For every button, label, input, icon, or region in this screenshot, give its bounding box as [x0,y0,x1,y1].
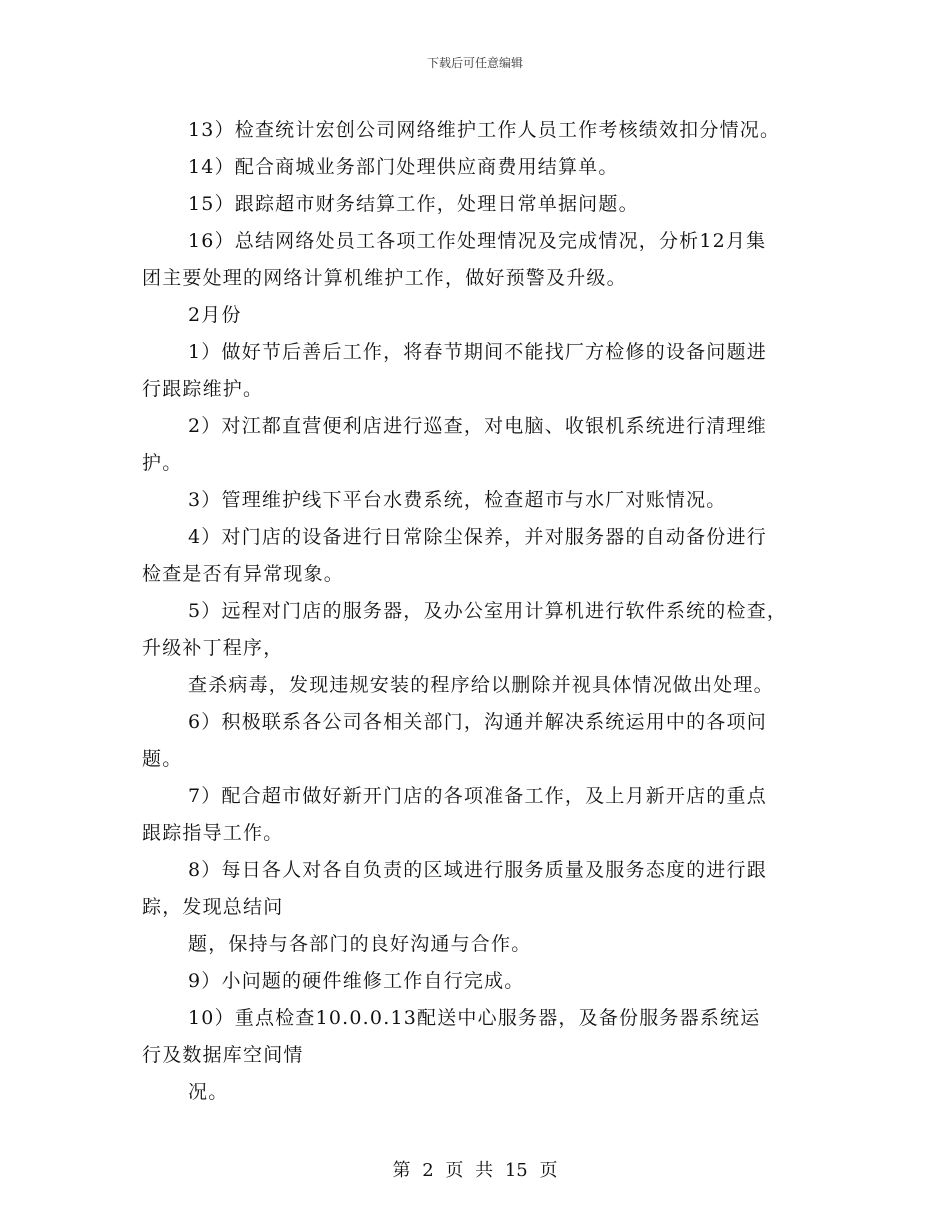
paragraph-line: 15）跟踪超市财务结算工作，处理日常单据问题。 [188,193,639,215]
paragraph-line: 查杀病毒，发现违规安装的程序给以删除并视具体情况做出处理。 [188,674,774,696]
paragraph-line: 行跟踪维护。 [142,378,264,400]
header-note: 下载后可任意编辑 [426,56,523,70]
paragraph-line: 5）远程对门店的服务器，及办公室用计算机进行软件系统的检查， [188,600,788,622]
paragraph-line: 升级补丁程序， [142,637,284,659]
page-number-footer: 第 2 页 共 15 页 [392,1160,558,1181]
paragraph-line: 1）做好节后善后工作，将春节期间不能找厂方检修的设备问题进 [188,341,767,363]
paragraph-line: 10）重点检查10.0.0.13配送中心服务器，及备份服务器系统运 [188,1007,761,1029]
paragraph-line: 踪，发现总结问 [142,896,284,918]
paragraph-line: 13）检查统计宏创公司网络维护工作人员工作考核绩效扣分情况。 [188,119,781,141]
paragraph-line: 题，保持与各部门的良好沟通与合作。 [188,933,532,955]
section-heading: 2月份 [188,304,242,326]
paragraph-line: 4）对门店的设备进行日常除尘保养，并对服务器的自动备份进行 [188,526,767,548]
paragraph-line: 护。 [142,452,183,474]
paragraph-line: 跟踪指导工作。 [142,822,284,844]
paragraph-line: 题。 [142,748,183,770]
paragraph-line: 6）积极联系各公司各相关部门，沟通并解决系统运用中的各项问 [188,711,767,733]
paragraph-line: 团主要处理的网络计算机维护工作，做好预警及升级。 [142,267,627,289]
paragraph-line: 3）管理维护线下平台水费系统，检查超市与水厂对账情况。 [188,489,727,511]
paragraph-line: 况。 [188,1081,229,1103]
paragraph-line: 14）配合商城业务部门处理供应商费用结算单。 [188,156,619,178]
paragraph-line: 检查是否有异常现象。 [142,563,345,585]
paragraph-line: 7）配合超市做好新开门店的各项准备工作，及上月新开店的重点 [188,785,767,807]
paragraph-line: 8）每日各人对各自负责的区域进行服务质量及服务态度的进行跟 [188,859,767,881]
paragraph-line: 2）对江都直营便利店进行巡查，对电脑、收银机系统进行清理维 [188,415,767,437]
paragraph-line: 9）小问题的硬件维修工作自行完成。 [188,970,525,992]
paragraph-line: 行及数据库空间情 [142,1044,304,1066]
paragraph-line: 16）总结网络处员工各项工作处理情况及完成情况，分析12月集 [188,230,767,252]
